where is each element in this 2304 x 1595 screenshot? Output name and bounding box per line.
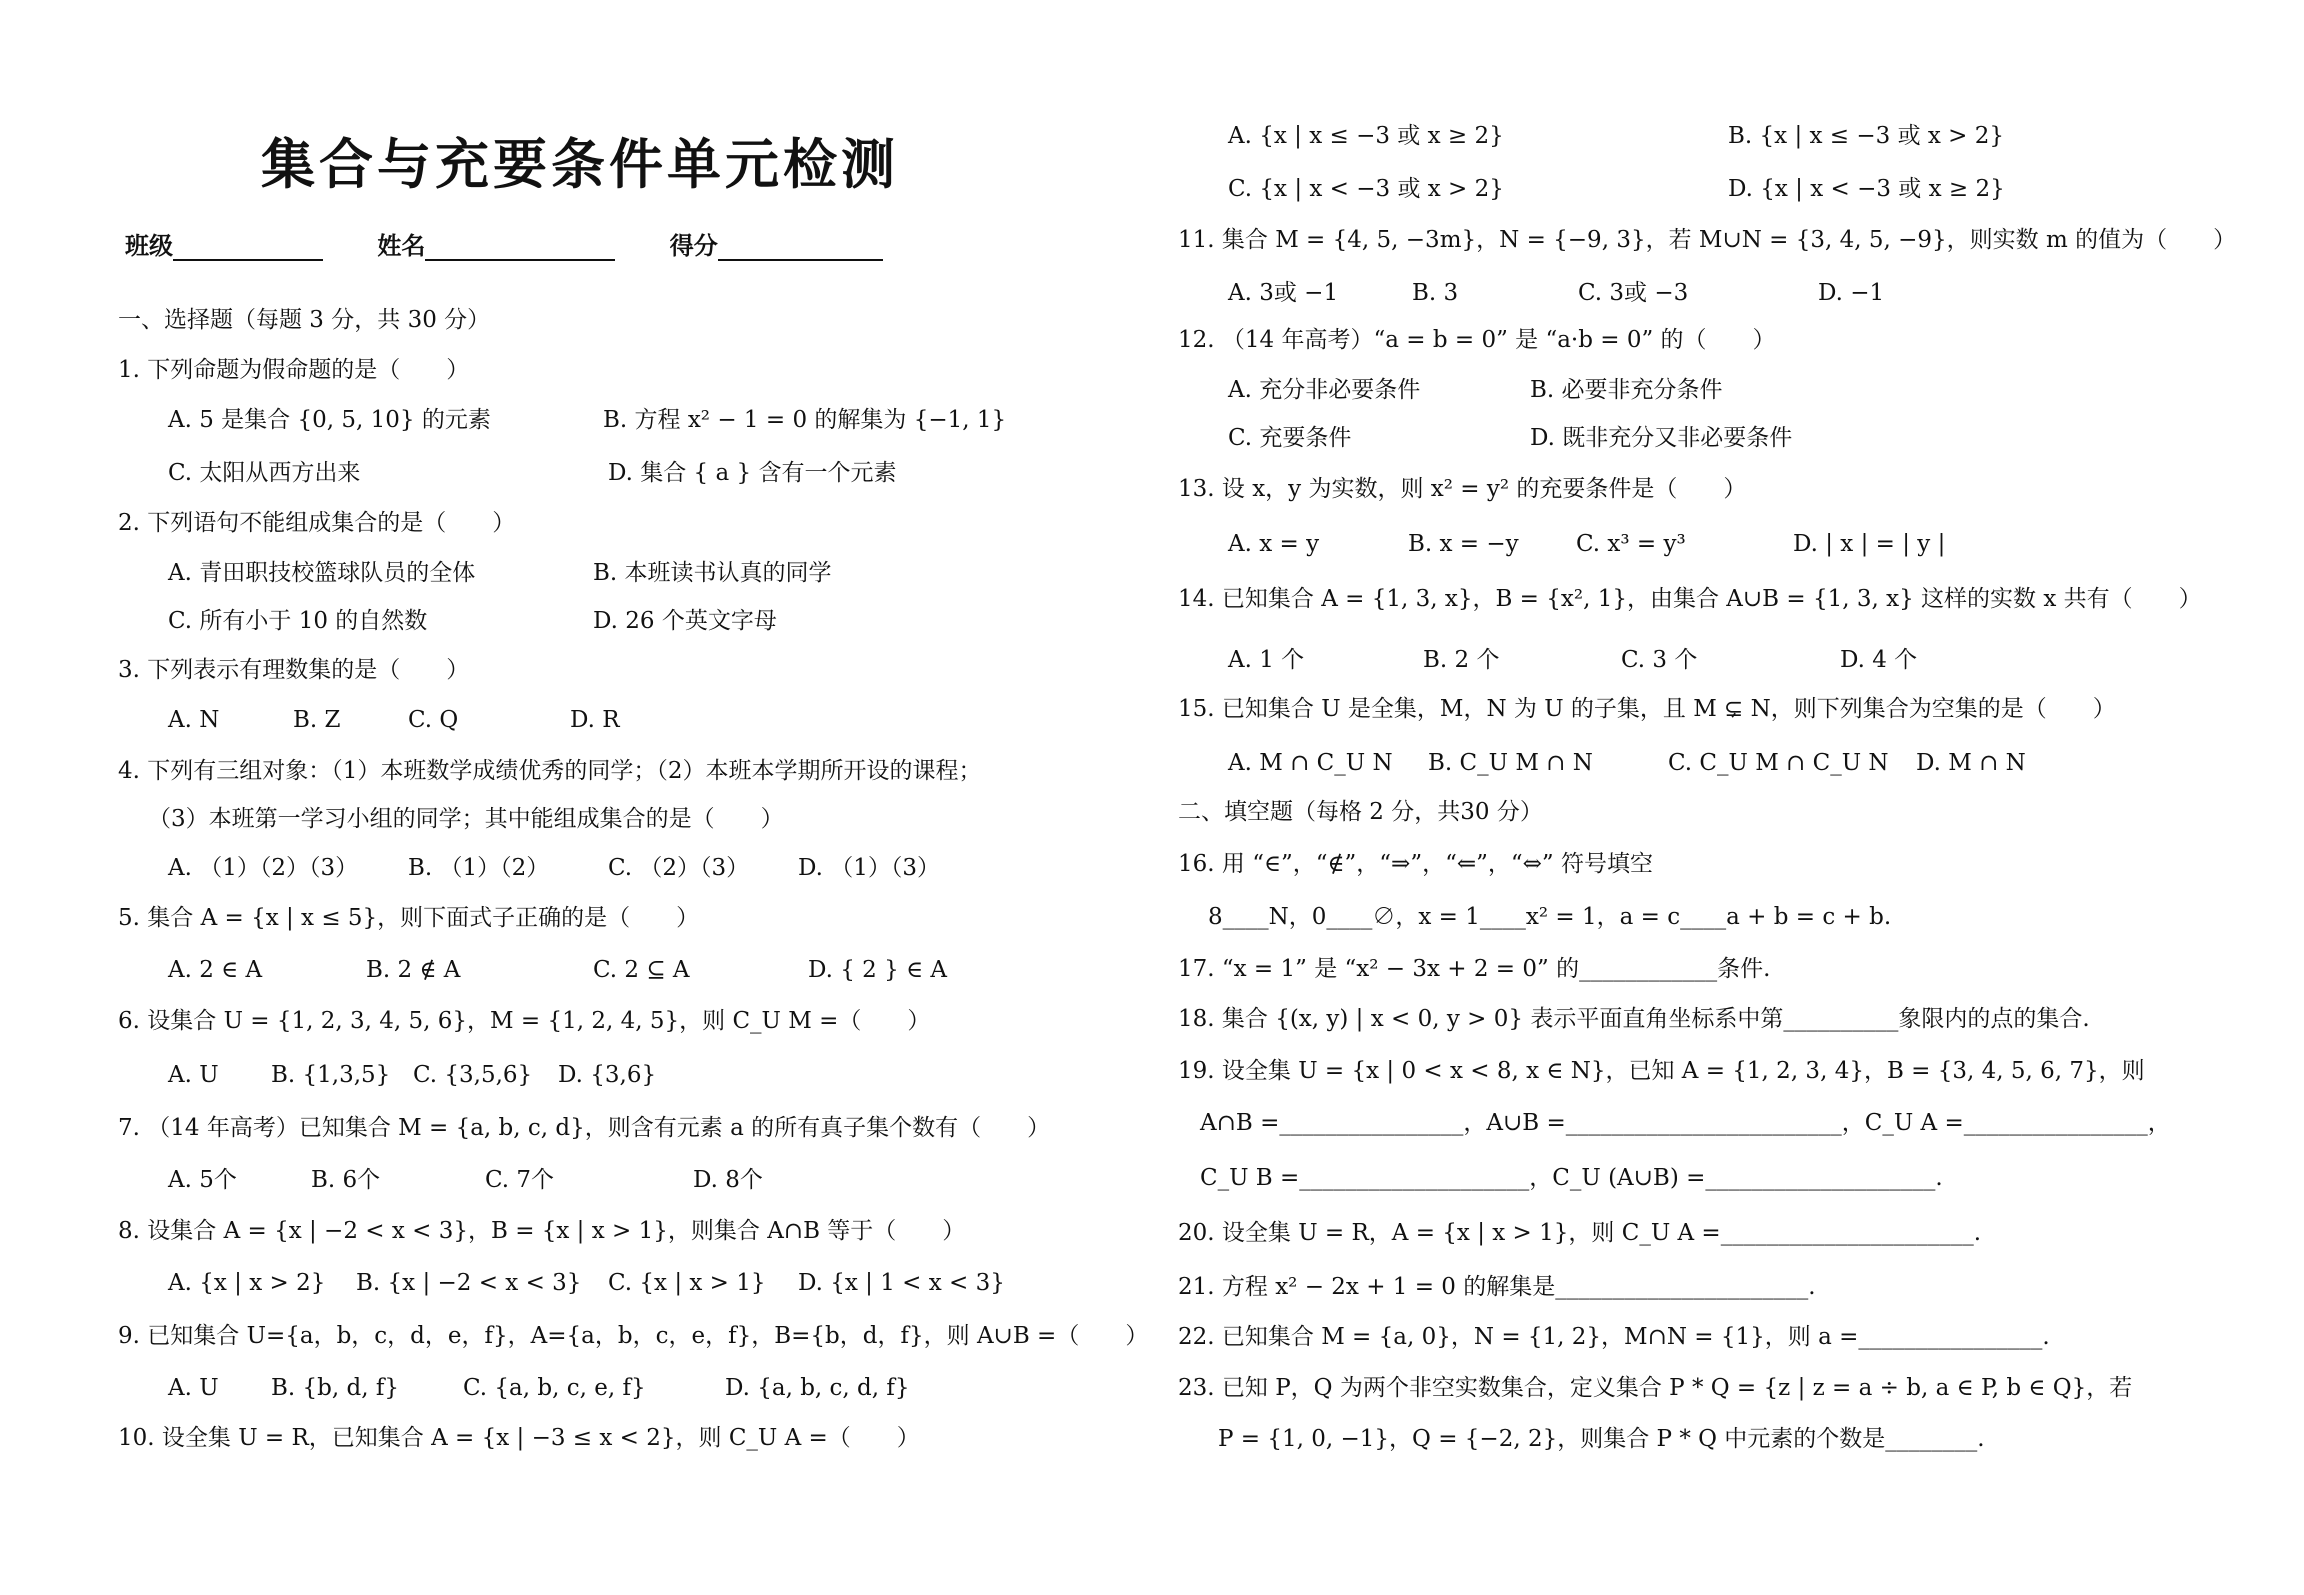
question-1: 1. 下列命题为假命题的是（ ） (118, 357, 470, 383)
q10-option-d: D. {x | x < −3 或 x ≥ 2} (1728, 176, 2005, 202)
q10-option-b: B. {x | x ≤ −3 或 x > 2} (1728, 123, 2005, 149)
question-4-cont: （3）本班第一学习小组的同学；其中能组成集合的是（ ） (148, 806, 784, 832)
q9-option-b: B. {b, d, f} (271, 1375, 399, 1401)
question-14: 14. 已知集合 A = {1, 3, x}，B = {x², 1}，由集合 A∪B = {1, 3, x} 这样的实数 x 共有（ ） (1178, 586, 2202, 612)
q1-option-c: C. 太阳从西方出来 (168, 460, 361, 486)
question-13: 13. 设 x，y 为实数，则 x² = y² 的充要条件是（ ） (1178, 476, 1747, 502)
question-17: 17. “x = 1” 是 “x² − 3x + 2 = 0” 的____________条件. (1178, 956, 1771, 982)
q5-option-b: B. 2 ∉ A (366, 957, 461, 983)
q3-option-d: D. R (570, 707, 620, 733)
q7-option-b: B. 6个 (311, 1167, 381, 1193)
q10-option-c: C. {x | x < −3 或 x > 2} (1228, 176, 1504, 202)
q1-option-d: D. 集合 { a } 含有一个元素 (608, 460, 897, 486)
q11-option-b: B. 3 (1412, 280, 1459, 306)
question-4: 4. 下列有三组对象：（1）本班数学成绩优秀的同学；（2）本班本学期所开设的课程； (118, 758, 982, 784)
score-label: 得分 (669, 232, 718, 260)
q14-option-c: C. 3 个 (1621, 647, 1698, 673)
q3-option-c: C. Q (408, 707, 459, 733)
section-heading-choice: 一、选择题（每题 3 分，共 30 分） (118, 307, 491, 333)
q9-option-a: A. U (168, 1375, 219, 1401)
q13-option-d: D. | x | = | y | (1793, 531, 1946, 557)
q3-option-b: B. Z (293, 707, 341, 733)
section-heading-fill: 二、填空题（每格 2 分，共30 分） (1178, 799, 1543, 825)
q12-option-a: A. 充分非必要条件 (1228, 377, 1421, 403)
q15-option-a: A. M ∩ C_U N (1228, 750, 1393, 776)
question-22: 22. 已知集合 M = {a, 0}，N = {1, 2}，M∩N = {1}，则 a =________________. (1178, 1324, 2050, 1350)
q2-option-c: C. 所有小于 10 的自然数 (168, 608, 428, 634)
q11-option-a: A. 3或 −1 (1228, 280, 1339, 306)
q12-option-b: B. 必要非充分条件 (1530, 377, 1723, 403)
q5-option-d: D. { 2 } ∈ A (808, 957, 948, 983)
q13-option-c: C. x³ = y³ (1576, 531, 1686, 557)
question-7: 7. （14 年高考）已知集合 M = {a, b, c, d}，则含有元素 a 的所有真子集个数有（ ） (118, 1115, 1051, 1141)
question-6: 6. 设集合 U = {1, 2, 3, 4, 5, 6}，M = {1, 2, 4, 5}，则 C_U M =（ ） (118, 1008, 931, 1034)
question-3: 3. 下列表示有理数集的是（ ） (118, 657, 470, 683)
q2-option-b: B. 本班读书认真的同学 (593, 560, 832, 586)
q8-option-b: B. {x | −2 < x < 3} (356, 1270, 582, 1296)
q8-option-c: C. {x | x > 1} (608, 1270, 766, 1296)
q7-option-c: C. 7个 (485, 1167, 555, 1193)
q5-option-a: A. 2 ∈ A (168, 957, 263, 983)
q2-option-d: D. 26 个英文字母 (593, 608, 777, 634)
q8-option-d: D. {x | 1 < x < 3} (798, 1270, 1005, 1296)
q4-option-c: C. （2）（3） (608, 855, 750, 881)
q11-option-c: C. 3或 −3 (1578, 280, 1689, 306)
question-19-blanks-2: C_U B =____________________，C_U (A∪B) =____________________. (1200, 1165, 1943, 1191)
class-blank[interactable] (173, 233, 323, 261)
class-label: 班级 (125, 232, 173, 260)
q12-option-d: D. 既非充分又非必要条件 (1530, 425, 1793, 451)
q14-option-d: D. 4 个 (1840, 647, 1918, 673)
q12-option-c: C. 充要条件 (1228, 425, 1352, 451)
q15-option-c: C. C_U M ∩ C_U N (1668, 750, 1889, 776)
question-9: 9. 已知集合 U={a，b，c，d，e，f}，A={a，b，c，e，f}，B={b，d，f}，则 A∪B =（ ） (118, 1323, 1149, 1349)
name-label: 姓名 (377, 232, 426, 260)
question-23: 23. 已知 P，Q 为两个非空实数集合，定义集合 P * Q = {z | z = a ÷ b, a ∈ P, b ∈ Q}，若 (1178, 1375, 2133, 1401)
q1-option-a: A. 5 是集合 {0, 5, 10} 的元素 (168, 407, 491, 433)
q14-option-a: A. 1 个 (1228, 647, 1305, 673)
q4-option-a: A. （1）（2）（3） (168, 855, 359, 881)
name-blank[interactable] (425, 233, 615, 261)
question-5: 5. 集合 A = {x | x ≤ 5}，则下面式子正确的是（ ） (118, 905, 700, 931)
q5-option-c: C. 2 ⊆ A (593, 957, 690, 983)
q4-option-b: B. （1）（2） (408, 855, 550, 881)
q4-option-d: D. （1）（3） (798, 855, 941, 881)
q3-option-a: A. N (168, 707, 220, 733)
page-title: 集合与充要条件单元检测 (261, 133, 899, 196)
q7-option-d: D. 8个 (693, 1167, 763, 1193)
q13-option-a: A. x = y (1228, 531, 1320, 557)
q11-option-d: D. −1 (1818, 280, 1885, 306)
question-20: 20. 设全集 U = R，A = {x | x > 1}，则 C_U A =______________________. (1178, 1220, 1982, 1246)
question-18: 18. 集合 {(x, y) | x < 0, y > 0} 表示平面直角坐标系中第__________象限内的点的集合. (1178, 1006, 2090, 1032)
question-15: 15. 已知集合 U 是全集，M，N 为 U 的子集，且 M ⊊ N，则下列集合为空集的是（ ） (1178, 696, 2116, 722)
q9-option-c: C. {a, b, c, e, f} (463, 1375, 646, 1401)
q15-option-d: D. M ∩ N (1916, 750, 2026, 776)
question-21: 21. 方程 x² − 2x + 1 = 0 的解集是______________________. (1178, 1274, 1816, 1300)
q13-option-b: B. x = −y (1408, 531, 1519, 557)
q1-option-b: B. 方程 x² − 1 = 0 的解集为 {−1, 1} (603, 407, 1007, 433)
q6-option-c: C. {3,5,6} (413, 1062, 533, 1088)
question-19: 19. 设全集 U = {x | 0 < x < 8, x ∈ N}，已知 A = {1, 2, 3, 4}，B = {3, 4, 5, 6, 7}，则 (1178, 1058, 2145, 1084)
q14-option-b: B. 2 个 (1423, 647, 1500, 673)
question-8: 8. 设集合 A = {x | −2 < x < 3}，B = {x | x > 1}，则集合 A∩B 等于（ ） (118, 1218, 966, 1244)
question-19-blanks-1: A∩B =________________，A∪B =________________________，C_U A =________________， (1200, 1110, 2171, 1136)
student-info-line (125, 226, 883, 261)
q6-option-a: A. U (168, 1062, 219, 1088)
score-blank[interactable] (718, 233, 883, 261)
q15-option-b: B. C_U M ∩ N (1428, 750, 1593, 776)
q10-option-a: A. {x | x ≤ −3 或 x ≥ 2} (1228, 123, 1504, 149)
q7-option-a: A. 5个 (168, 1167, 237, 1193)
q9-option-d: D. {a, b, c, d, f} (725, 1375, 910, 1401)
q6-option-b: B. {1,3,5} (271, 1062, 391, 1088)
q2-option-a: A. 青田职技校篮球队员的全体 (168, 560, 476, 586)
question-10: 10. 设全集 U = R，已知集合 A = {x | −3 ≤ x < 2}，则 C_U A =（ ） (118, 1425, 920, 1451)
question-16-blanks: 8____N，0____∅，x = 1____x² = 1，a = c____a + b = c + b. (1208, 904, 1892, 930)
question-2: 2. 下列语句不能组成集合的是（ ） (118, 510, 516, 536)
question-11: 11. 集合 M = {4, 5, −3m}，N = {−9, 3}，若 M∪N = {3, 4, 5, −9}，则实数 m 的值为（ ） (1178, 227, 2237, 253)
question-16: 16. 用 “∈”，“∉”，“⇒”，“⇐”，“⇔” 符号填空 (1178, 851, 1653, 877)
q8-option-a: A. {x | x > 2} (168, 1270, 326, 1296)
q6-option-d: D. {3,6} (558, 1062, 657, 1088)
question-12: 12. （14 年高考）“a = b = 0” 是 “a·b = 0” 的（ ） (1178, 327, 1776, 353)
question-23-cont: P = {1, 0, −1}，Q = {−2, 2}，则集合 P * Q 中元素的个数是________. (1218, 1426, 1985, 1452)
